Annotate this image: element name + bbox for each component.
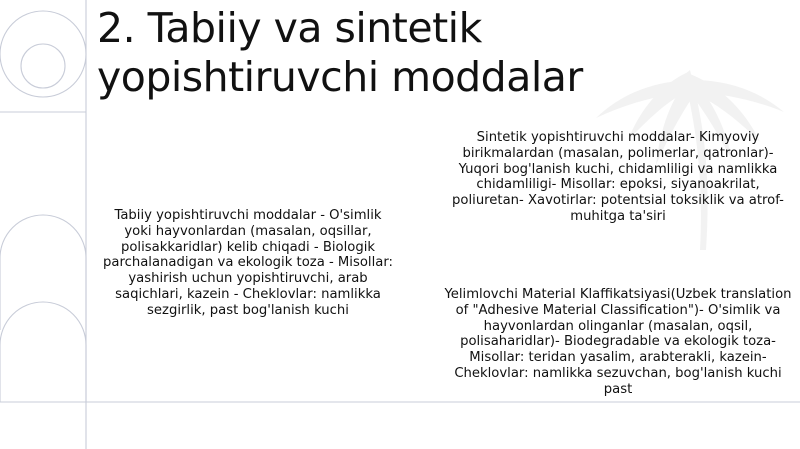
adhesive-classification-text: Yelimlovchi Material Klaffikatsiyasi(Uzbek translation of "Adhesive Material Classification")- O'simlik va hayvonlardan olinganlar (masalan, oqsil, polisaharidlar)- Biodegradable va ekologik toza- Misollar: teridan yasalim, arabterakli, kazein- Cheklovlar: namlikka sezuvchan, bog'lanish kuchi past (444, 287, 792, 397)
rounded-bottom-shape (0, 302, 86, 402)
slide-title-line-1: 2. Tabiiy va sintetik (97, 4, 482, 52)
slide-title-line-2: yopishtiruvchi moddalar (97, 53, 583, 101)
natural-adhesives-text: Tabiiy yopishtiruvchi moddalar - O'simlik yoki hayvonlardan (masalan, oqsillar, polisakkaridlar) kelib chiqadi - Biologik parchalanadigan va ekologik toza - Misollar: yashirish uchun yopishtiruvchi, arab saqichlari, kazein - Cheklovlar: namlikka sezgirlik, past bog'lanish kuchi (103, 208, 393, 318)
top-circle-outer (0, 11, 86, 97)
arch-shape (0, 215, 86, 330)
top-circle-inner (21, 44, 65, 88)
synthetic-adhesives-text: Sintetik yopishtiruvchi moddalar- Kimyoviy birikmalardan (masalan, polimerlar, qatronlar)- Yuqori bog'lanish kuchi, chidamliligi va namlikka chidamliligi- Misollar: epoksi, siyanoakrilat, poliuretan- Xavotirlar: potentsial toksiklik va atrof-muhitga ta'siri (452, 130, 784, 224)
slide-title (97, 4, 787, 102)
